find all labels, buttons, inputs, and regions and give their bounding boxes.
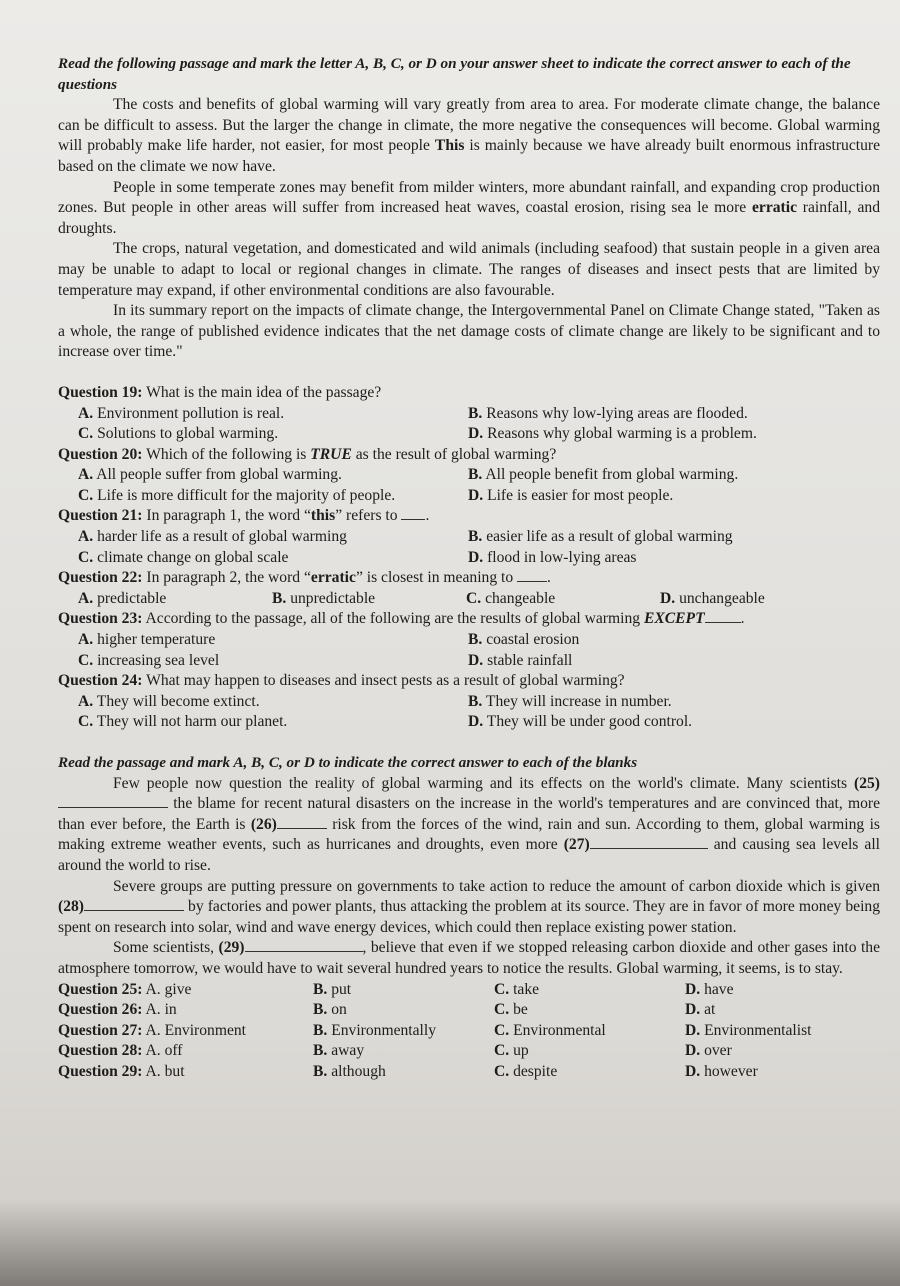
option-c[interactable]: C. Environmental (494, 1021, 606, 1039)
instruction-reading-1: Read the following passage and mark the letter A, B, C, or D on your answer sheet to indicate the correct answer to each of the questions (58, 55, 851, 93)
option-a[interactable]: A. in (145, 1001, 177, 1019)
passage1-p1-text-b: is mainly because we have already built enormous infrastructure based on the climate we now have. (58, 137, 880, 175)
option-a[interactable]: A. off (145, 1042, 183, 1060)
option-b[interactable]: B. easier life as a result of global warming (468, 528, 733, 546)
blank-number-28: (28) (58, 898, 84, 916)
option-a[interactable]: A. Environment (145, 1021, 247, 1039)
passage1-p1-text-a: The costs and benefits of global warming will vary greatly from area to area. For moderate climate change, the balance can be difficult to assess. But the larger the change in climate, the more negative the consequences will become. Global warming will probably make life harder, not easier, for most people (58, 96, 880, 155)
blank-27 (590, 836, 708, 849)
option-b[interactable]: B. on (313, 1001, 347, 1019)
option-d[interactable]: D. have (685, 980, 734, 998)
option-b[interactable]: B. unpredictable (272, 589, 376, 607)
question-19 (58, 383, 880, 404)
option-d[interactable]: D. stable rainfall (468, 651, 573, 669)
blank-29 (245, 939, 363, 952)
question-25 (58, 980, 880, 1001)
option-a[interactable]: A. harder life as a result of global warming (78, 528, 347, 546)
blank-28 (84, 898, 184, 911)
blank-25 (58, 795, 168, 808)
question-label: Question 25: (58, 980, 143, 998)
passage1-paragraph-1 (58, 95, 880, 177)
option-c[interactable]: C. take (494, 980, 540, 998)
question-label: Question 24: (58, 672, 143, 690)
passage1-p2-text-b: rainfall, and droughts. (58, 199, 881, 237)
option-d[interactable]: D. They will be under good control. (468, 713, 693, 731)
passage1-word-erratic: erratic (751, 199, 797, 217)
question-26 (58, 1000, 880, 1021)
option-a[interactable]: A. but (145, 1062, 185, 1080)
question-20: Question 20: Which of the following is TRUE as the result of global warming? (58, 445, 557, 463)
question-19-options (58, 404, 880, 445)
question-label: Question 19: (58, 383, 143, 401)
blank-number-29: (29) (218, 939, 245, 957)
question-29 (58, 1062, 880, 1083)
passage1-paragraph-2 (58, 178, 880, 240)
passage2-paragraph-2: Severe groups are putting pressure on governments to take action to reduce the amount of carbon dioxide which is given (28) by factories and power plants, thus attacking the problem at its source. They are in favor of more money being spent on research into solar, wind and wave energy devices, which could then replace existing power station. (58, 877, 880, 936)
answer-blank (401, 507, 425, 520)
passage1-word-this: This (434, 137, 465, 155)
option-c[interactable]: C. up (494, 1042, 529, 1060)
option-d[interactable]: D. however (685, 1062, 758, 1080)
blank-number-27: (27) (563, 836, 590, 854)
question-label: Question 28: (58, 1042, 143, 1060)
question-20-options (58, 465, 880, 506)
option-c[interactable]: C. climate change on global scale (78, 548, 289, 566)
option-d[interactable]: D. at (685, 1001, 716, 1019)
option-a[interactable]: A. They will become extinct. (78, 692, 260, 710)
question-21-options (58, 527, 880, 568)
instruction-reading-2: Read the passage and mark A, B, C, or D to indicate the correct answer to each of the blanks (58, 754, 638, 771)
question-label: Question 29: (58, 1062, 143, 1080)
option-b[interactable]: B. although (313, 1062, 386, 1080)
option-c[interactable]: C. despite (494, 1062, 558, 1080)
question-23: Question 23: According to the passage, all of the following are the results of global warming EXCEPT . (58, 610, 745, 628)
option-a[interactable]: A. All people suffer from global warming. (78, 466, 342, 484)
passage2-paragraph-1: Few people now question the reality of global warming and its effects on the world's climate. Many scientists (25) the blame for recent natural disasters on the increase in the world's temperatures and are convinced that, more than ever before, the Earth is (26) risk from the forces of the wind, rain and sun. According to them, global warming is making extreme weather events, such as hurricanes and droughts, even more (27) and causing sea levels all around the world to rise. (58, 774, 881, 874)
bottom-shadow (0, 1200, 900, 1286)
question-text: What may happen to diseases and insect pests as a result of global warming? (142, 672, 625, 690)
question-21: Question 21: In paragraph 1, the word “this” refers to . (58, 507, 430, 525)
option-c[interactable]: C. Life is more difficult for the majority of people. (78, 486, 396, 504)
question-label: Question 22: (58, 569, 143, 587)
option-a[interactable]: A. higher temperature (78, 631, 216, 649)
option-c[interactable]: C. Solutions to global warming. (78, 425, 279, 443)
passage1-p2-text-a: People in some temperate zones may benefit from milder winters, more abundant rainfall, and expanding crop production zones. But people in other areas will suffer from increased heat waves, coastal erosion, rising sea le more (58, 178, 880, 217)
option-d[interactable]: D. Life is easier for most people. (468, 486, 674, 504)
option-b[interactable]: B. put (313, 980, 352, 998)
option-b[interactable]: B. Environmentally (313, 1021, 437, 1039)
passage1-paragraph-4: In its summary report on the impacts of climate change, the Intergovernmental Panel on Climate Change stated, "Taken as a whole, the range of published evidence indicates that the net damage costs of climate change are likely to be significant and to increase over time." (58, 302, 880, 361)
option-c[interactable]: C. be (494, 1001, 528, 1019)
question-text: What is the main idea of the passage? (142, 383, 382, 401)
page-content (58, 54, 880, 1083)
question-label: Question 21: (58, 507, 143, 525)
option-c[interactable]: C. They will not harm our planet. (78, 713, 288, 731)
blank-number-26: (26) (250, 815, 277, 833)
blank-26 (277, 816, 327, 829)
option-d[interactable]: D. flood in low-lying areas (468, 548, 637, 566)
option-a[interactable]: A. predictable (78, 589, 167, 607)
option-d[interactable]: D. unchangeable (660, 589, 765, 607)
question-label: Question 20: (58, 445, 143, 463)
option-a[interactable]: A. Environment pollution is real. (78, 404, 285, 422)
option-b[interactable]: B. Reasons why low-lying areas are flooded. (468, 404, 748, 422)
question-label: Question 27: (58, 1021, 143, 1039)
option-d[interactable]: D. over (685, 1042, 732, 1060)
question-22-options (58, 589, 880, 610)
spacer (58, 733, 880, 753)
option-b[interactable]: B. They will increase in number. (468, 692, 672, 710)
option-c[interactable]: C. increasing sea level (78, 651, 220, 669)
answer-blank (705, 610, 741, 623)
question-label: Question 23: (58, 610, 143, 628)
passage2-paragraph-3: Some scientists, (29) , believe that even if we stopped releasing carbon dioxide and other gases into the atmosphere tomorrow, we would have to wait several hundred years to notice the results. Global warming, it seems, is to stay. (58, 939, 880, 977)
spacer (58, 363, 880, 383)
question-22: Question 22: In paragraph 2, the word “erratic” is closest in meaning to . (58, 569, 551, 587)
option-d[interactable]: D. Environmentalist (685, 1021, 812, 1039)
option-c[interactable]: C. changeable (466, 589, 556, 607)
option-b[interactable]: B. All people benefit from global warming. (468, 466, 739, 484)
question-24-options (58, 692, 880, 733)
question-23-options (58, 630, 880, 671)
blank-number-25: (25) (854, 774, 880, 792)
question-28 (58, 1041, 880, 1062)
option-b[interactable]: B. away (313, 1042, 365, 1060)
passage1-paragraph-3: The crops, natural vegetation, and domesticated and wild animals (including seafood) that sustain people in a given area may be unable to adapt to local or regional changes in climate. The ranges of diseases and insect pests that are limited by temperature may expand, if other environmental conditions are also favourable. (58, 240, 880, 299)
option-d[interactable]: D. Reasons why global warming is a problem. (468, 425, 757, 443)
question-27 (58, 1021, 880, 1042)
answer-blank (517, 569, 547, 582)
question-label: Question 26: (58, 1001, 143, 1019)
option-a[interactable]: A. give (145, 980, 192, 998)
option-b[interactable]: B. coastal erosion (468, 631, 580, 649)
question-24 (58, 671, 880, 692)
